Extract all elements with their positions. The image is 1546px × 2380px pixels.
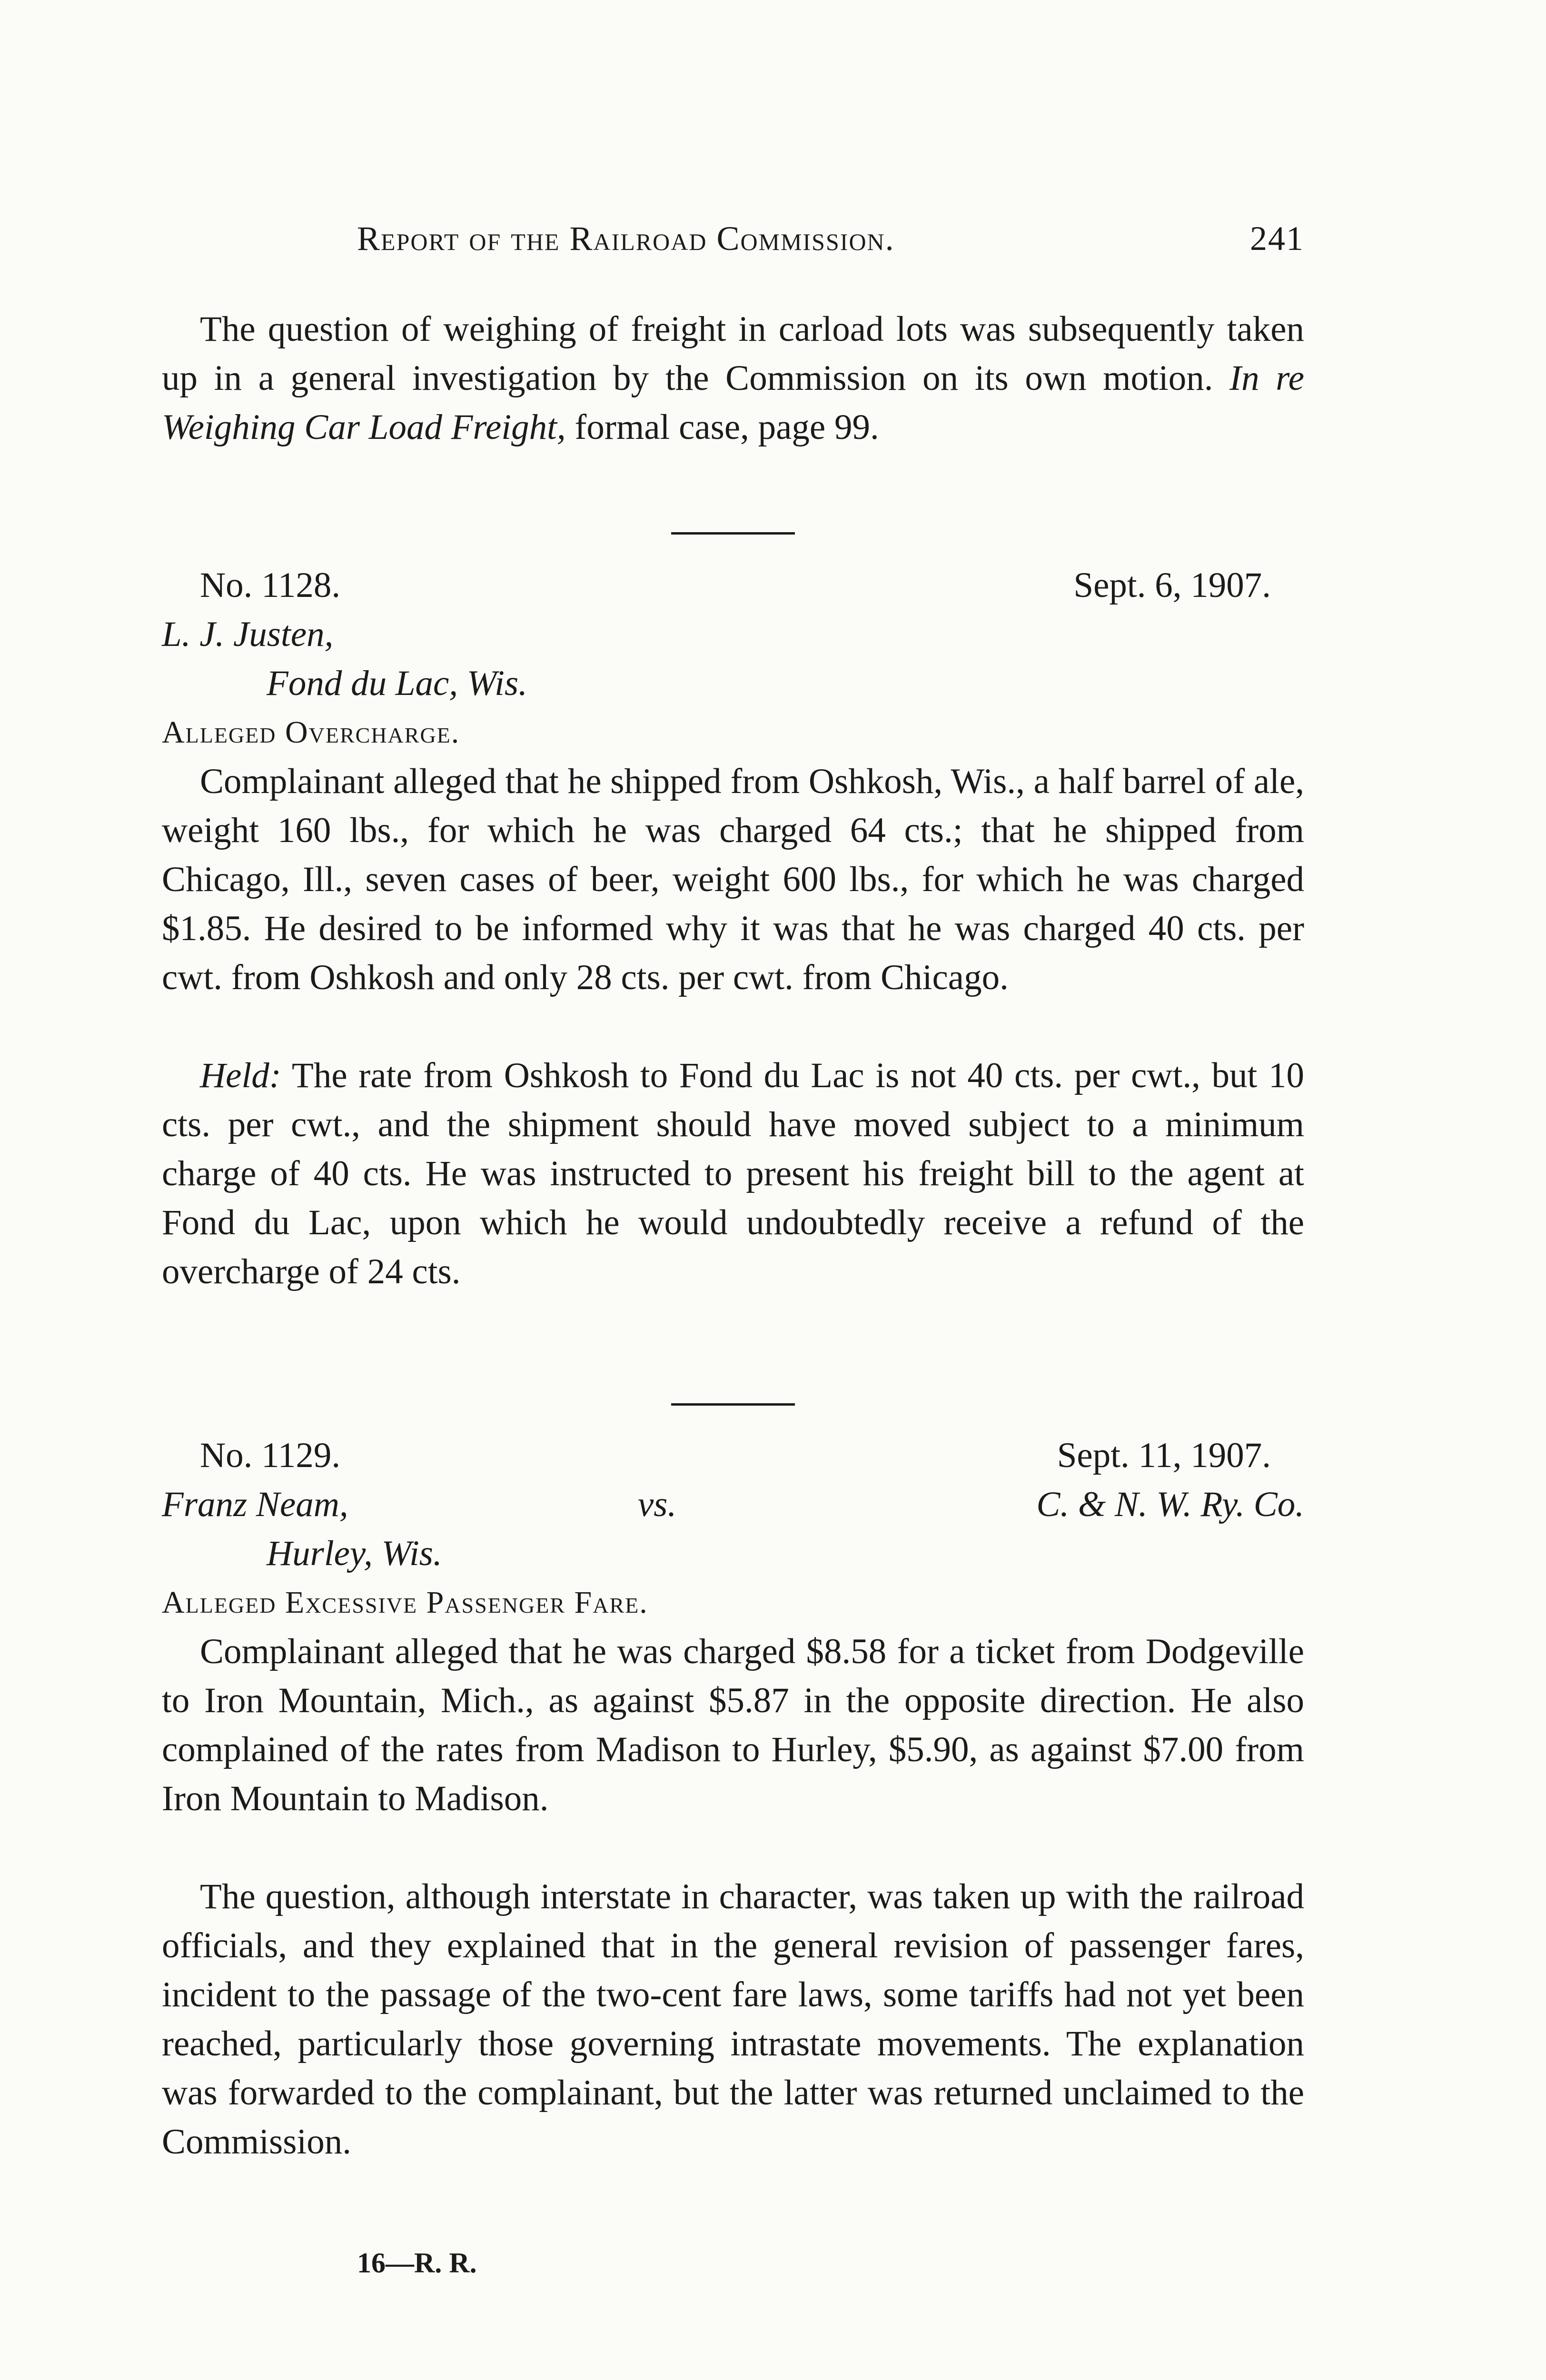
- intro-text-before: The question of weighing of freight in carload lots was subsequently taken up in a general investigation by the Commission on its own motion.: [162, 309, 1304, 398]
- case-1128-paragraph-1: Complainant alleged that he shipped from Oshkosh, Wis., a half barrel of ale, weight 160 lbs., for which he was charged 64 cts.; that he shipped from Chicago, Ill., seven cases of beer, weight 600 lbs., for which he was charged $1.85. He desired to be informed why it was that he was charged 40 cts. per cwt. from Oshkosh and only 28 cts. per cwt. from Chicago.: [162, 762, 1304, 997]
- case-1129-complainant: Franz Neam,: [162, 1485, 348, 1524]
- section-divider: [671, 532, 795, 535]
- case-1129-heading-row: [162, 1431, 1304, 1480]
- case-1128-location-row: [162, 659, 1304, 708]
- case-1128-held-label: Held:: [200, 1056, 281, 1095]
- case-1128-held-text: The rate from Oshkosh to Fond du Lac is not 40 cts. per cwt., but 10 cts. per cwt., and the shipment should have moved subject to a minimum charge of 40 cts. He was instructed to present his freight bill to the agent at Fond du Lac, upon which he would undoubtedly receive a refund of the overcharge of 24 cts.: [162, 1056, 1304, 1291]
- case-1128-held-paragraph: [162, 1051, 1304, 1296]
- case-1128-location: Fond du Lac, Wis.: [267, 664, 527, 703]
- case-1128-number: No. 1128.: [200, 565, 341, 605]
- case-1129-location-row: [162, 1529, 1304, 1578]
- case-1128-complainant: L. J. Justen,: [162, 615, 334, 654]
- case-1129-date: Sept. 11, 1907.: [1057, 1436, 1271, 1475]
- case-1129-number: No. 1129.: [200, 1436, 341, 1475]
- intro-text-after: formal case, page 99.: [565, 407, 879, 447]
- case-1128-subject: Alleged Overcharge.: [162, 715, 460, 750]
- signature-mark: 16—R. R.: [357, 2247, 477, 2279]
- running-title: Report of the Railroad Commission.: [357, 219, 895, 258]
- case-1128-complainant-row: [162, 610, 1304, 659]
- case-1129-respondent: C. & N. W. Ry. Co.: [1036, 1485, 1304, 1524]
- document-page: [162, 0, 1304, 2380]
- section-divider-2: [671, 1403, 795, 1406]
- case-1128-date: Sept. 6, 1907.: [1073, 565, 1271, 605]
- case-1129-paragraph-2: The question, although interstate in character, was taken up with the railroad officials, and they explained that in the general revision of passenger fares, incident to the passage of the two-cent fare laws, some tariffs had not yet been reached, particularly those governing intrastate movements. The explanation was forwarded to the complainant, but the latter was returned unclaimed to the Commission.: [162, 1877, 1304, 2162]
- case-1129-parties-row: [162, 1480, 1304, 1529]
- case-1129-location: Hurley, Wis.: [267, 1534, 442, 1573]
- case-1128-heading-row: [162, 561, 1304, 610]
- case-1129-subject: Alleged Excessive Passenger Fare.: [162, 1585, 648, 1620]
- intro-case-title: In re Weighing Car Load Freight,: [162, 358, 1304, 447]
- page-number: 241: [1250, 219, 1304, 258]
- case-1129-versus: vs.: [638, 1485, 677, 1524]
- case-1129-paragraph-1: Complainant alleged that he was charged $8.58 for a ticket from Dodgeville to Iron Mountain, Mich., as against $5.87 in the opposite direction. He also complained of the rates from Madison to Hurley, $5.90, as against $7.00 from Iron Mountain to Madison.: [162, 1632, 1304, 1818]
- intro-paragraph: [162, 305, 1304, 452]
- running-header: [162, 219, 1304, 271]
